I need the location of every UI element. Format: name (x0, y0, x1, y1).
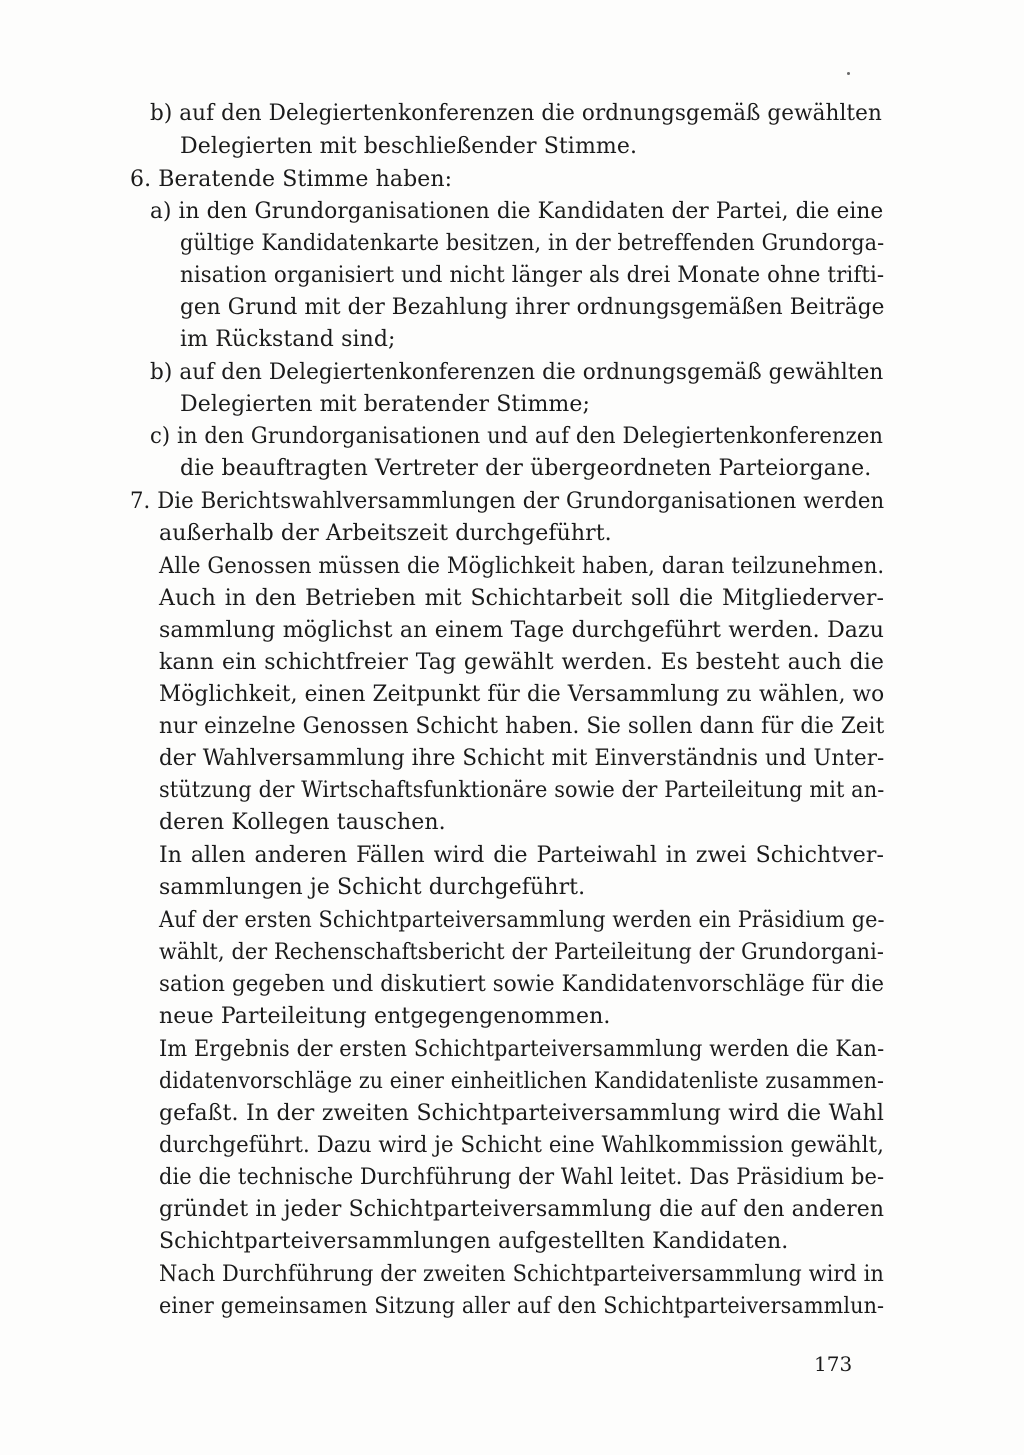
text-line: stützung der Wirtschaftsfunktionäre sowie der Parteileitung mit an- (159, 778, 885, 803)
text-line: nur einzelne Genossen Schicht haben. Sie sollen dann für die Zeit (159, 714, 885, 739)
text-line: neue Parteileitung entgegengenommen. (159, 1004, 611, 1029)
text-line: Möglichkeit, einen Zeitpunkt für die Versammlung zu wählen, wo (159, 682, 885, 707)
text-line: im Rückstand sind; (180, 327, 396, 352)
text-line: gültige Kandidatenkarte besitzen, in der betreffenden Grundorga- (180, 231, 885, 256)
text-line: die beauftragten Vertreter der übergeordneten Parteiorgane. (180, 456, 872, 481)
text-line: nisation organisiert und nicht länger als drei Monate ohne trifti- (180, 263, 885, 288)
text-line: gen Grund mit der Bezahlung ihrer ordnungsgemäßen Beiträge (180, 295, 885, 320)
section-heading-6: 6. Beratende Stimme haben: (130, 167, 453, 192)
text-line-item-b-delegates: b) auf den Delegiertenkonferenzen die ordnungsgemäß gewählten (150, 101, 882, 126)
text-line: Alle Genossen müssen die Möglichkeit haben, daran teilzunehmen. (159, 554, 885, 579)
text-line: durchgeführt. Dazu wird je Schicht eine Wahlkommission gewählt, (159, 1133, 884, 1158)
text-line: einer gemeinsamen Sitzung aller auf den Schichtparteiversammlun- (159, 1294, 885, 1319)
text-line: der Wahlversammlung ihre Schicht mit Einverständnis und Unter- (159, 746, 885, 771)
text-line: In allen anderen Fällen wird die Parteiwahl in zwei Schichtver- (159, 843, 884, 868)
text-line: Delegierten mit beratender Stimme; (180, 392, 591, 417)
text-line: sammlungen je Schicht durchgeführt. (159, 875, 586, 900)
text-line-item-c: c) in den Grundorganisationen und auf den Delegiertenkonferenzen (150, 424, 884, 449)
scan-speck (847, 72, 850, 75)
text-line: kann ein schichtfreier Tag gewählt werden. Es besteht auch die (159, 650, 884, 675)
text-line: sammlung möglichst an einem Tage durchgeführt werden. Dazu (159, 618, 884, 643)
section-heading-7: 7. Die Berichtswahlversammlungen der Grundorganisationen werden (130, 489, 885, 514)
text-line: Im Ergebnis der ersten Schichtparteiversammlung werden die Kan- (159, 1037, 885, 1062)
text-line-item-a: a) in den Grundorganisationen die Kandidaten der Partei, die eine (150, 199, 884, 224)
text-line: außerhalb der Arbeitszeit durchgeführt. (159, 521, 612, 546)
text-line: sation gegeben und diskutiert sowie Kandidatenvorschläge für die (159, 972, 885, 997)
text-line: Auf der ersten Schichtparteiversammlung werden ein Präsidium ge- (159, 908, 885, 933)
text-line: Nach Durchführung der zweiten Schichtparteiversammlung wird in (159, 1262, 884, 1287)
text-line: wählt, der Rechenschaftsbericht der Parteileitung der Grundorgani- (159, 940, 884, 965)
text-line: Auch in den Betrieben mit Schichtarbeit soll die Mitgliederver- (159, 586, 884, 611)
text-line-item-b: b) auf den Delegiertenkonferenzen die ordnungsgemäß gewählten (150, 360, 884, 385)
page-number: 173 (814, 1352, 853, 1376)
text-line: deren Kollegen tauschen. (159, 810, 446, 835)
text-line: gründet in jeder Schichtparteiversammlung die auf den anderen (159, 1197, 885, 1222)
text-line: didatenvorschläge zu einer einheitlichen Kandidatenliste zusammen- (159, 1069, 885, 1094)
text-line: Schichtparteiversammlungen aufgestellten Kandidaten. (159, 1229, 789, 1254)
text-line: die die technische Durchführung der Wahl leitet. Das Präsidium be- (159, 1165, 885, 1190)
text-line: gefaßt. In der zweiten Schichtparteiversammlung wird die Wahl (159, 1101, 884, 1126)
text-line: Delegierten mit beschließender Stimme. (180, 134, 638, 159)
